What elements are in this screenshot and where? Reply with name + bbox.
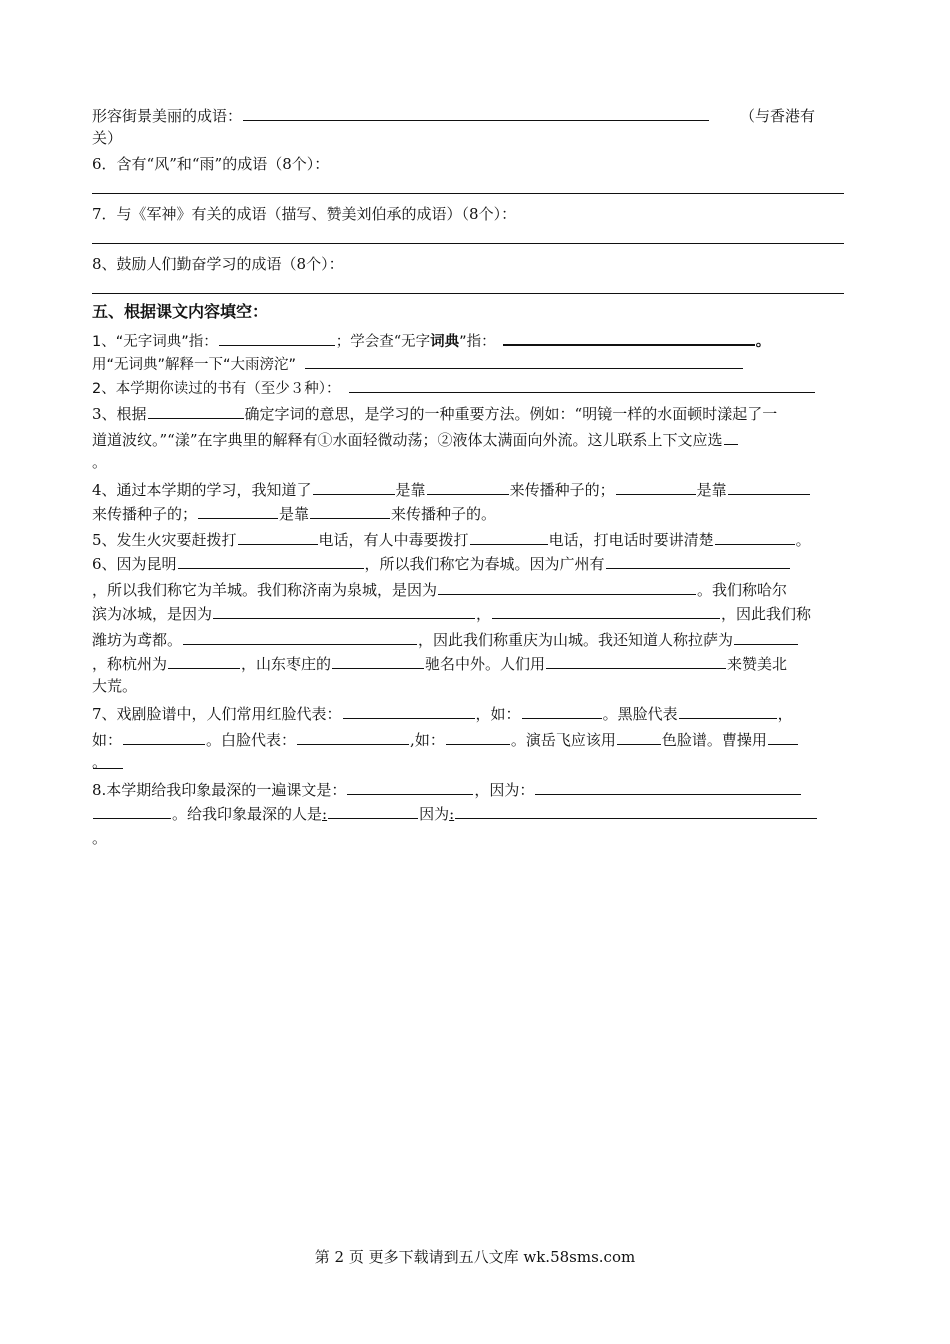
s5-question-1-dictionary-line: 用“无词典”解释一下“大雨滂沱” bbox=[92, 352, 744, 374]
s5-question-4-line-1: 4、通过本学期的学习，我知道了 是靠 来传播种子的； 是靠 bbox=[92, 478, 811, 500]
answer-blank[interactable] bbox=[679, 702, 777, 719]
answer-line[interactable] bbox=[92, 193, 844, 194]
answer-blank[interactable] bbox=[168, 652, 240, 669]
s5-question-6-line-3: 滨为冰城，是因为 ， ，因此我们称 bbox=[92, 602, 811, 624]
s5-question-8-line-2: 。给我印象最深的人是: 因为: bbox=[92, 802, 818, 824]
answer-blank[interactable] bbox=[455, 802, 817, 819]
section-5-heading: 五、根据课文内容填空： bbox=[92, 302, 269, 321]
answer-blank[interactable] bbox=[617, 728, 661, 745]
answer-blank[interactable] bbox=[243, 104, 709, 121]
s5-question-6-line-1: 6、因为昆明 ，所以我们称它为春城。因为广州有 bbox=[92, 552, 791, 574]
s5-question-6-line-2: ，所以我们称它为羊城。我们称济南为泉城，是因为 。我们称哈尔 bbox=[92, 578, 787, 600]
answer-blank[interactable] bbox=[213, 602, 475, 619]
s5-question-7-line-2: 如： 。白脸代表： ,如： 。演岳飞应该用 色脸谱。曹操用 bbox=[92, 728, 799, 750]
s5-question-8-line-1: 8.本学期给我印象最深的一遍课文是： ，因为： bbox=[92, 778, 802, 800]
question-6-wind-rain: 6．含有“风”和“雨”的成语（8个）： bbox=[92, 155, 330, 173]
street-scenery-prompt: 形容街景美丽的成语： bbox=[92, 107, 243, 125]
s5-question-4-line-2: 来传播种子的； 是靠 来传播种子的。 bbox=[92, 502, 496, 524]
answer-blank[interactable] bbox=[728, 478, 810, 495]
answer-blank[interactable] bbox=[93, 802, 171, 819]
answer-blank[interactable] bbox=[305, 352, 743, 369]
question-7-military-god: 7．与《军神》有关的成语（描写、赞美刘伯承的成语）（8个）： bbox=[92, 205, 517, 223]
s5-question-3-line-1: 3、根据 确定字词的意思，是学习的一种重要方法。例如：“明镜一样的水面顿时漾起了一 bbox=[92, 402, 777, 424]
s5-question-7-line-1: 7、戏剧脸谱中，人们常用红脸代表： ，如： 。黑脸代表 ， bbox=[92, 702, 793, 724]
answer-blank[interactable] bbox=[715, 528, 795, 545]
answer-line[interactable] bbox=[92, 293, 844, 294]
s5-question-8-end: 。 bbox=[92, 829, 108, 847]
s5-question-6-line-6: 大荒。 bbox=[92, 677, 138, 695]
hongkong-note-wrap: 关） bbox=[92, 129, 123, 147]
page-footer: 第 2 页 更多下载请到五八文库 wk.58sms.com bbox=[314, 1248, 636, 1266]
answer-blank[interactable] bbox=[522, 702, 602, 719]
answer-blank[interactable] bbox=[427, 478, 509, 495]
answer-blank[interactable] bbox=[768, 728, 798, 745]
answer-blank[interactable] bbox=[616, 478, 696, 495]
answer-blank[interactable] bbox=[198, 502, 278, 519]
street-scenery-line bbox=[92, 104, 815, 126]
s5-question-6-line-5: ，称杭州为 ，山东枣庄的 驰名中外。人们用 来赞美北 bbox=[92, 652, 787, 674]
answer-blank[interactable] bbox=[546, 652, 726, 669]
answer-blank[interactable] bbox=[310, 502, 390, 519]
answer-blank[interactable] bbox=[313, 478, 395, 495]
answer-blank[interactable] bbox=[183, 628, 417, 645]
s5-question-3-line-2: 道道波纹。”“漾”在字典里的解释有①水面轻微动荡；②液体太满面向外流。这儿联系上下文应选 bbox=[92, 428, 739, 450]
answer-blank[interactable] bbox=[332, 652, 424, 669]
answer-blank[interactable] bbox=[178, 552, 364, 569]
answer-blank[interactable] bbox=[446, 728, 510, 745]
answer-line[interactable] bbox=[92, 243, 844, 244]
answer-blank[interactable] bbox=[297, 728, 409, 745]
answer-blank[interactable] bbox=[219, 329, 335, 346]
answer-blank[interactable] bbox=[148, 402, 244, 419]
answer-blank[interactable] bbox=[328, 802, 418, 819]
answer-blank[interactable] bbox=[503, 328, 755, 346]
hongkong-note: （与香港有 bbox=[740, 107, 816, 125]
answer-blank[interactable] bbox=[349, 376, 815, 393]
answer-blank[interactable] bbox=[343, 702, 475, 719]
s5-question-5-line: 5、发生火灾要赶拨打 电话，有人中毒要拨打 电话，打电话时要讲清楚 。 bbox=[92, 528, 811, 550]
s5-question-3-end: 。 bbox=[92, 453, 108, 471]
answer-blank[interactable] bbox=[238, 528, 318, 545]
s5-question-6-line-4: 潍坊为鸢都。 ，因此我们称重庆为山城。我还知道人称拉萨为 bbox=[92, 628, 799, 650]
s5-question-7-end: 。 bbox=[92, 752, 124, 774]
s5-question-2-line: 2、本学期你读过的书有（至少３种）： bbox=[92, 376, 816, 398]
answer-blank[interactable] bbox=[438, 578, 696, 595]
answer-blank[interactable] bbox=[492, 602, 720, 619]
answer-blank[interactable] bbox=[734, 628, 798, 645]
question-8-diligent-study: 8、鼓励人们勤奋学习的成语（8个）： bbox=[92, 255, 344, 273]
answer-blank[interactable] bbox=[535, 778, 801, 795]
answer-blank[interactable] bbox=[606, 552, 790, 569]
s5-question-1-line: 1、“无字词典”指： ；学会查“无字词典”指： 。 bbox=[92, 328, 770, 350]
answer-blank[interactable] bbox=[470, 528, 548, 545]
answer-blank[interactable] bbox=[347, 778, 473, 795]
answer-blank[interactable] bbox=[724, 428, 738, 445]
answer-blank[interactable] bbox=[123, 728, 205, 745]
